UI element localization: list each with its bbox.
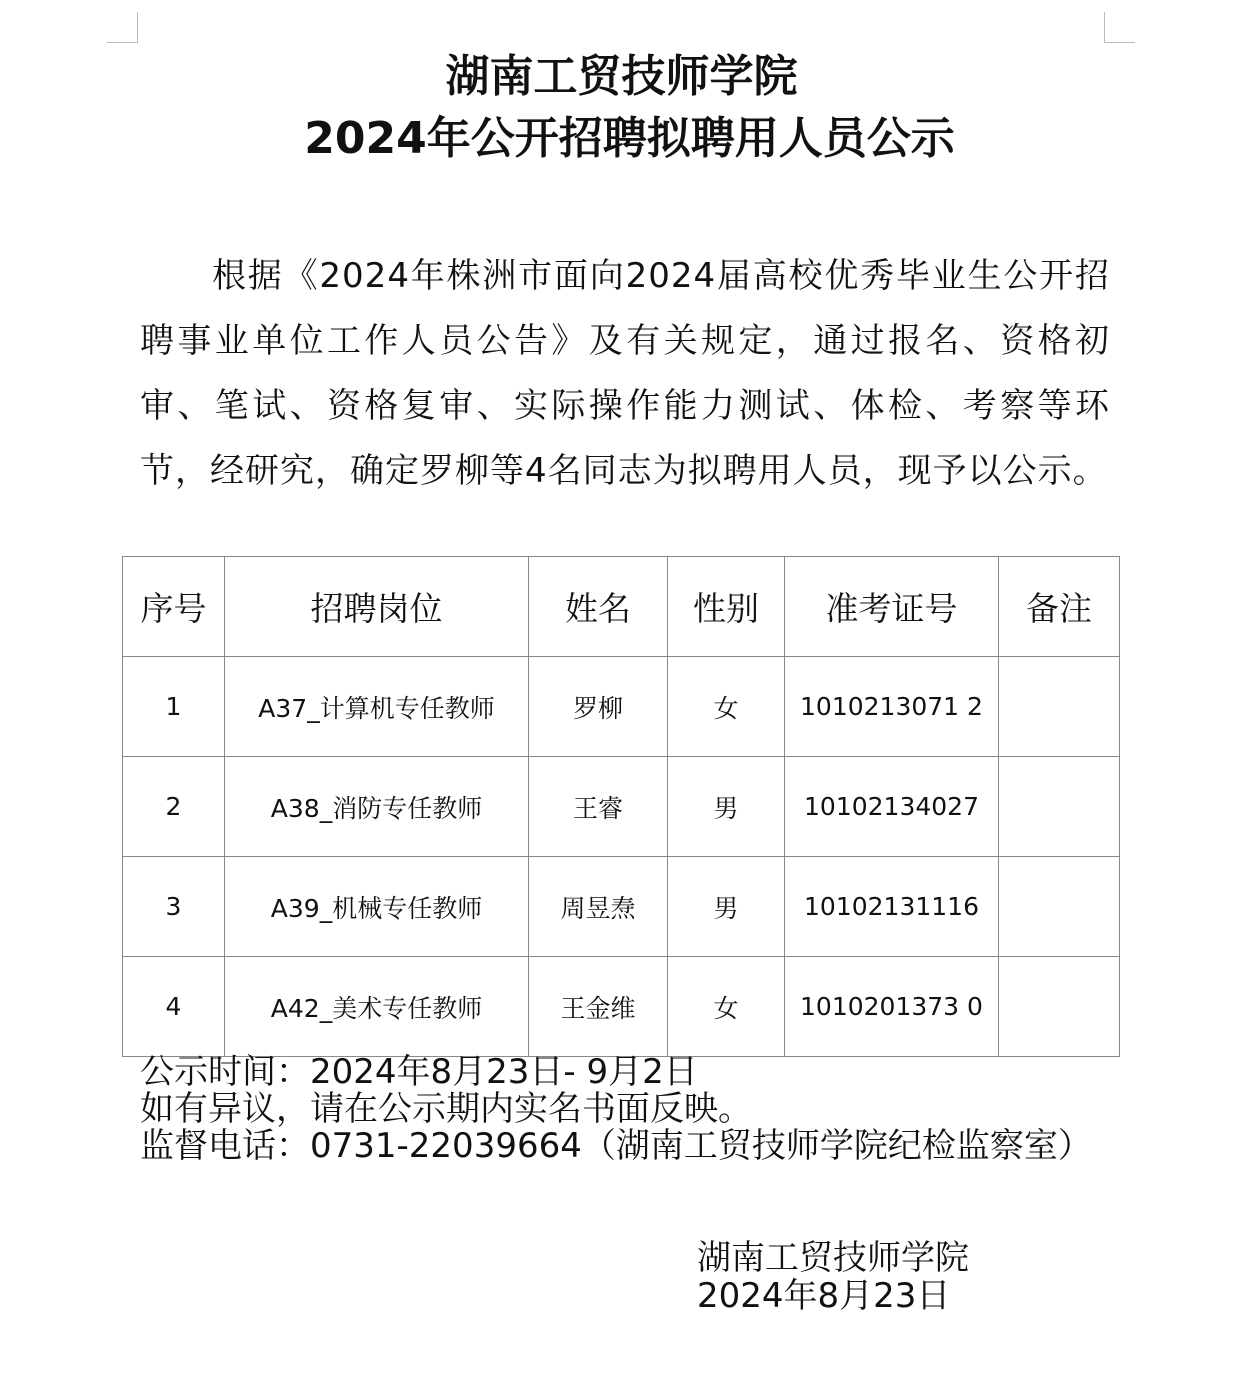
table-row	[123, 857, 1120, 957]
header-position: 招聘岗位	[225, 557, 529, 657]
cell-position: A39_机械专任教师	[225, 857, 529, 957]
cell-remarks	[999, 757, 1120, 857]
cell-exam-id: 1010213071 2	[785, 657, 999, 757]
cell-name: 周昱焘	[529, 857, 668, 957]
cell-name: 罗柳	[529, 657, 668, 757]
body-paragraph: 根据《2024年株洲市面向2024届高校优秀毕业生公开招聘事业单位工作人员公告》及有关规定，通过报名、资格初审、笔试、资格复审、实际操作能力测试、体检、考察等环节，经研究，确定罗柳等4名同志为拟聘用人员，现予以公示。	[140, 256, 1110, 491]
title-line-1: 湖南工贸技师学院	[445, 51, 798, 102]
title-line-2: 2024年公开招聘拟聘用人员公示	[304, 113, 955, 164]
candidate-table	[122, 556, 1120, 1057]
header-remarks: 备注	[999, 557, 1120, 657]
table-row	[123, 657, 1120, 757]
signature	[697, 1239, 969, 1315]
cell-exam-id: 1010201373 0	[785, 957, 999, 1057]
cell-index: 4	[123, 957, 225, 1057]
cell-index: 2	[123, 757, 225, 857]
header-index: 序号	[123, 557, 225, 657]
cell-remarks	[999, 957, 1120, 1057]
cell-remarks	[999, 657, 1120, 757]
cell-name: 王睿	[529, 757, 668, 857]
cell-remarks	[999, 857, 1120, 957]
cell-gender: 男	[668, 757, 785, 857]
cell-name: 王金维	[529, 957, 668, 1057]
cell-exam-id: 10102131116	[785, 857, 999, 957]
cell-position: A37_计算机专任教师	[225, 657, 529, 757]
cell-exam-id: 10102134027	[785, 757, 999, 857]
header-exam-id: 准考证号	[785, 557, 999, 657]
signature-date: 2024年8月23日	[697, 1276, 951, 1316]
supervision-phone: 监督电话：0731-22039664（湖南工贸技师学院纪检监察室）	[140, 1126, 1092, 1166]
table-header-row	[123, 557, 1120, 657]
page-corner-mark	[107, 12, 138, 43]
cell-gender: 女	[668, 957, 785, 1057]
cell-position: A42_美术专任教师	[225, 957, 529, 1057]
page-corner-mark	[1104, 12, 1135, 43]
cell-index: 1	[123, 657, 225, 757]
header-gender: 性别	[668, 557, 785, 657]
cell-gender: 男	[668, 857, 785, 957]
cell-gender: 女	[668, 657, 785, 757]
objection-note: 如有异议，请在公示期内实名书面反映。	[140, 1089, 752, 1129]
header-name: 姓名	[529, 557, 668, 657]
table-row	[123, 757, 1120, 857]
table-row	[123, 957, 1120, 1057]
notice-period: 公示时间：2024年8月23日- 9月2日	[140, 1052, 698, 1092]
footer-notes	[140, 1054, 1120, 1165]
cell-index: 3	[123, 857, 225, 957]
cell-position: A38_消防专任教师	[225, 757, 529, 857]
signature-org: 湖南工贸技师学院	[697, 1238, 969, 1278]
